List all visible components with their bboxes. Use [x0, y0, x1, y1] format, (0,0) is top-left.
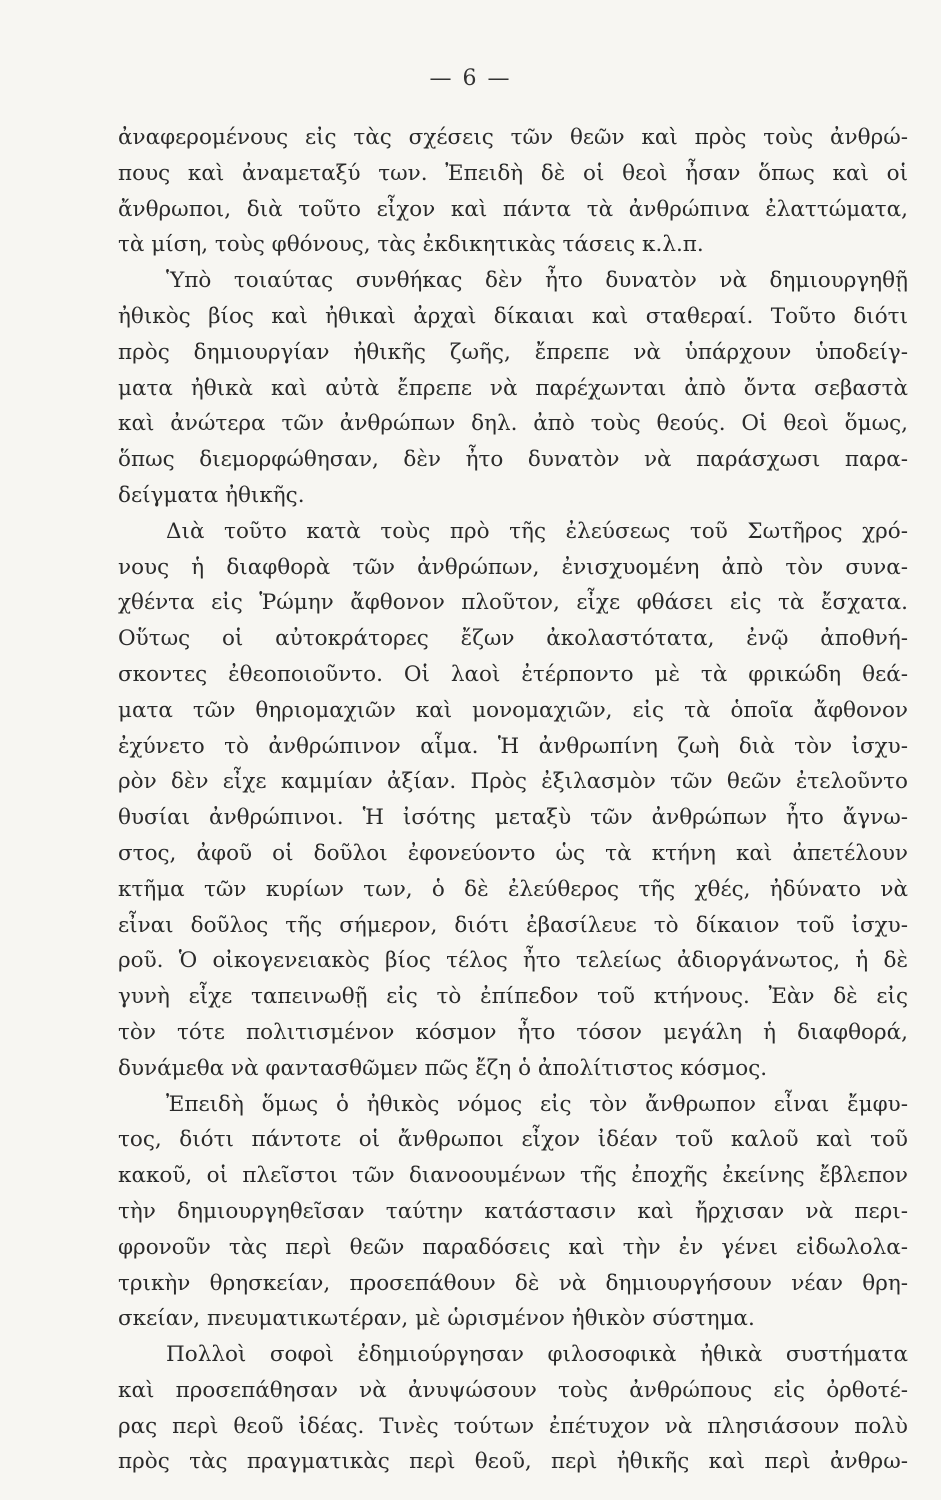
text-line: κακοῦ, οἱ πλεῖστοι τῶν διανοουμένων τῆς ἐποχῆς ἐκείνης ἔβλεπον — [118, 1163, 908, 1189]
text-line: χθέντα εἰς Ῥώμην ἄφθονον πλοῦτον, εἶχε φθάσει εἰς τὰ ἔσχατα. — [118, 590, 908, 616]
page-number: — 6 — — [429, 66, 512, 91]
text-line: ἀναφερομένους εἰς τὰς σχέσεις τῶν θεῶν καὶ πρὸς τοὺς ἀνθρώ- — [118, 125, 908, 150]
text-line: κτῆμα τῶν κυρίων των, ὁ δὲ ἐλεύθερος τῆς χθές, ἠδύνατο νὰ — [118, 876, 908, 902]
text-line: δείγματα ἠθικῆς. — [118, 482, 305, 508]
text-line: τος, διότι πάντοτε οἱ ἄνθρωποι εἶχον ἰδέαν τοῦ καλοῦ καὶ τοῦ — [118, 1127, 908, 1153]
text-line: πρὸς τὰς πραγματικὰς περὶ θεοῦ, περὶ ἠθικῆς καὶ περὶ ἀνθρω- — [118, 1449, 908, 1475]
text-line: ματα τῶν θηριομαχιῶν καὶ μονομαχιῶν, εἰς τὰ ὁποῖα ἄφθονον — [118, 697, 908, 723]
text-line: καὶ ἀνώτερα τῶν ἀνθρώπων δηλ. ἀπὸ τοὺς θεούς. Οἱ θεοὶ ὅμως, — [118, 411, 908, 437]
text-line: ματα ἠθικὰ καὶ αὐτὰ ἔπρεπε νὰ παρέχωνται ἀπὸ ὄντα σεβαστὰ — [118, 375, 908, 401]
text-line: σκοντες ἐθεοποιοῦντο. Οἱ λαοὶ ἐτέρποντο μὲ τὰ φρικώδη θεά- — [118, 661, 908, 687]
text-line: τὰ μίση, τοὺς φθόνους, τὰς ἐκδικητικὰς τάσεις κ.λ.π. — [118, 232, 704, 258]
text-line: ρας περὶ θεοῦ ἰδέας. Τινὲς τούτων ἐπέτυχον νὰ πλησιάσουν πολὺ — [118, 1413, 908, 1439]
text-line: στος, ἀφοῦ οἱ δοῦλοι ἐφονεύοντο ὡς τὰ κτήνη καὶ ἀπετέλουν — [118, 840, 908, 866]
text-line: ρὸν δὲν εἶχε καμμίαν ἀξίαν. Πρὸς ἐξιλασμὸν τῶν θεῶν ἐτελοῦντο — [118, 769, 908, 795]
text-line: σκείαν, πνευματικωτέραν, μὲ ὡρισμένον ἠθικὸν σύστημα. — [118, 1306, 755, 1332]
text-line: εἶναι δοῦλος τῆς σήμερον, διότι ἐβασίλευε τὸ δίκαιον τοῦ ἰσχυ- — [118, 912, 908, 938]
text-line: Οὕτως οἱ αὐτοκράτορες ἔζων ἀκολαστότατα, ἐνῷ ἀποθνή- — [118, 626, 908, 652]
text-line: τὴν δημιουργηθεῖσαν ταύτην κατάστασιν καὶ ἤρχισαν νὰ περι- — [118, 1198, 908, 1224]
text-line: νους ἡ διαφθορὰ τῶν ἀνθρώπων, ἐνισχυομένη ἀπὸ τὸν συνα- — [118, 554, 908, 580]
text-line: τὸν τότε πολιτισμένον κόσμον ἦτο τόσον μεγάλη ἡ διαφθορά, — [118, 1019, 908, 1045]
text-line: καὶ προσεπάθησαν νὰ ἀνυψώσουν τοὺς ἀνθρώπους εἰς ὀρθοτέ- — [118, 1377, 908, 1403]
text-line: γυνὴ εἶχε ταπεινωθῇ εἰς τὸ ἐπίπεδον τοῦ κτήνους. Ἐὰν δὲ εἰς — [118, 984, 908, 1010]
text-line: ἠθικὸς βίος καὶ ἠθικαὶ ἀρχαὶ δίκαιαι καὶ σταθεραί. Τοῦτο διότι — [118, 303, 908, 329]
text-line: τρικὴν θρησκείαν, προσεπάθουν δὲ νὰ δημιουργήσουν νέαν θρη- — [118, 1270, 908, 1296]
text-line: Ἐπειδὴ ὅμως ὁ ἠθικὸς νόμος εἰς τὸν ἄνθρωπον εἶναι ἔμφυ- — [166, 1091, 908, 1117]
text-line: δυνάμεθα νὰ φαντασθῶμεν πῶς ἔζη ὁ ἀπολίτιστος κόσμος. — [118, 1055, 768, 1081]
text-line: ροῦ. Ὁ οἰκογενειακὸς βίος τέλος ἦτο τελείως ἀδιοργάνωτος, ἡ δὲ — [118, 948, 908, 974]
text-line: ἄνθρωποι, διὰ τοῦτο εἶχον καὶ πάντα τὰ ἀνθρώπινα ἐλαττώματα, — [118, 196, 908, 222]
text-line: πους καὶ ἀναμεταξύ των. Ἐπειδὴ δὲ οἱ θεοὶ ἦσαν ὅπως καὶ οἱ — [118, 160, 908, 186]
text-line: πρὸς δημιουργίαν ἠθικῆς ζωῆς, ἔπρεπε νὰ ὑπάρχουν ὑποδείγ- — [118, 339, 908, 365]
body-text — [118, 120, 908, 1480]
text-line: Ὑπὸ τοιαύτας συνθήκας δὲν ἦτο δυνατὸν νὰ δημιουργηθῇ — [166, 268, 908, 294]
text-line: ὅπως διεμορφώθησαν, δὲν ἦτο δυνατὸν νὰ παράσχωσι παρα- — [118, 447, 908, 473]
text-line: ἐχύνετο τὸ ἀνθρώπινον αἷμα. Ἡ ἀνθρωπίνη ζωὴ διὰ τὸν ἰσχυ- — [118, 733, 908, 759]
text-line: φρονοῦν τὰς περὶ θεῶν παραδόσεις καὶ τὴν ἐν γένει εἰδωλολα- — [118, 1234, 908, 1260]
text-line: Πολλοὶ σοφοὶ ἐδημιούργησαν φιλοσοφικὰ ἠθικὰ συστήματα — [166, 1342, 908, 1368]
text-line: θυσίαι ἀνθρώπινοι. Ἡ ἰσότης μεταξὺ τῶν ἀνθρώπων ἦτο ἄγνω- — [118, 805, 908, 831]
text-line: Διὰ τοῦτο κατὰ τοὺς πρὸ τῆς ἐλεύσεως τοῦ Σωτῆρος χρό- — [166, 518, 908, 544]
